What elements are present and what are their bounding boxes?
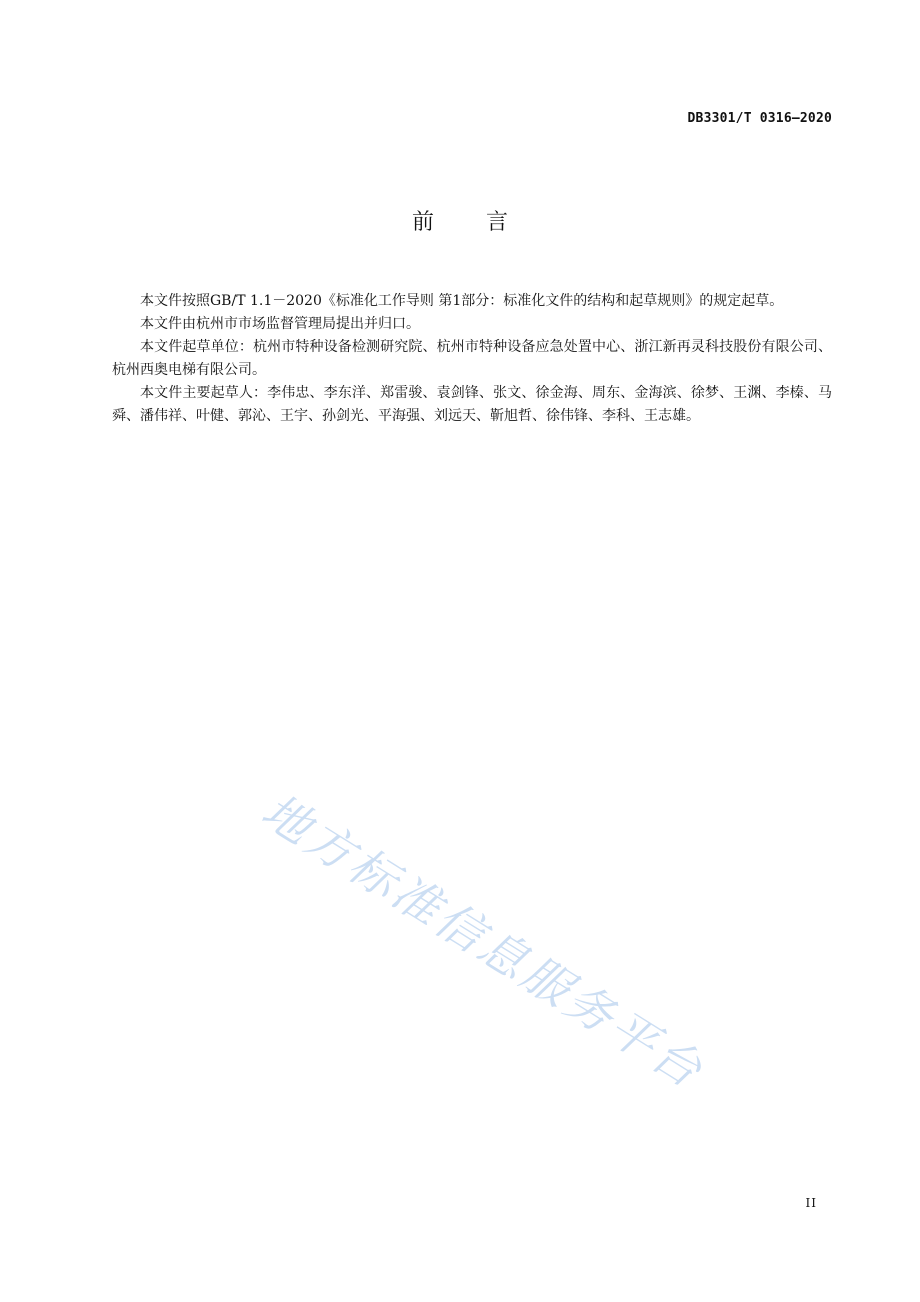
paragraph-drafting-units: 本文件起草单位：杭州市特种设备检测研究院、杭州市特种设备应急处置中心、浙江新再灵科技股份有限公司、杭州西奥电梯有限公司。 bbox=[112, 339, 832, 378]
page-title: 前言 bbox=[411, 210, 560, 235]
watermark-text: 地方标准信息服务平台 bbox=[252, 783, 714, 1101]
document-code: DB3301/T 0316—2020 bbox=[687, 111, 832, 126]
page-number: II bbox=[805, 1196, 817, 1210]
paragraph-proposer: 本文件由杭州市市场监督管理局提出并归口。 bbox=[140, 316, 420, 332]
paragraph-drafters: 本文件主要起草人：李伟忠、李东洋、郑雷骏、袁剑锋、张文、徐金海、周东、金海滨、徐梦、王渊、李榛、马舜、潘伟祥、叶健、郭沁、王宇、孙剑光、平海强、刘远天、靳旭哲、徐伟锋、李科、王志雄。 bbox=[112, 385, 832, 424]
preface-body bbox=[112, 290, 832, 428]
paragraph-drafting-rules: 本文件按照GB/T 1.1－2020《标准化工作导则 第1部分：标准化文件的结构和起草规则》的规定起草。 bbox=[140, 293, 784, 309]
